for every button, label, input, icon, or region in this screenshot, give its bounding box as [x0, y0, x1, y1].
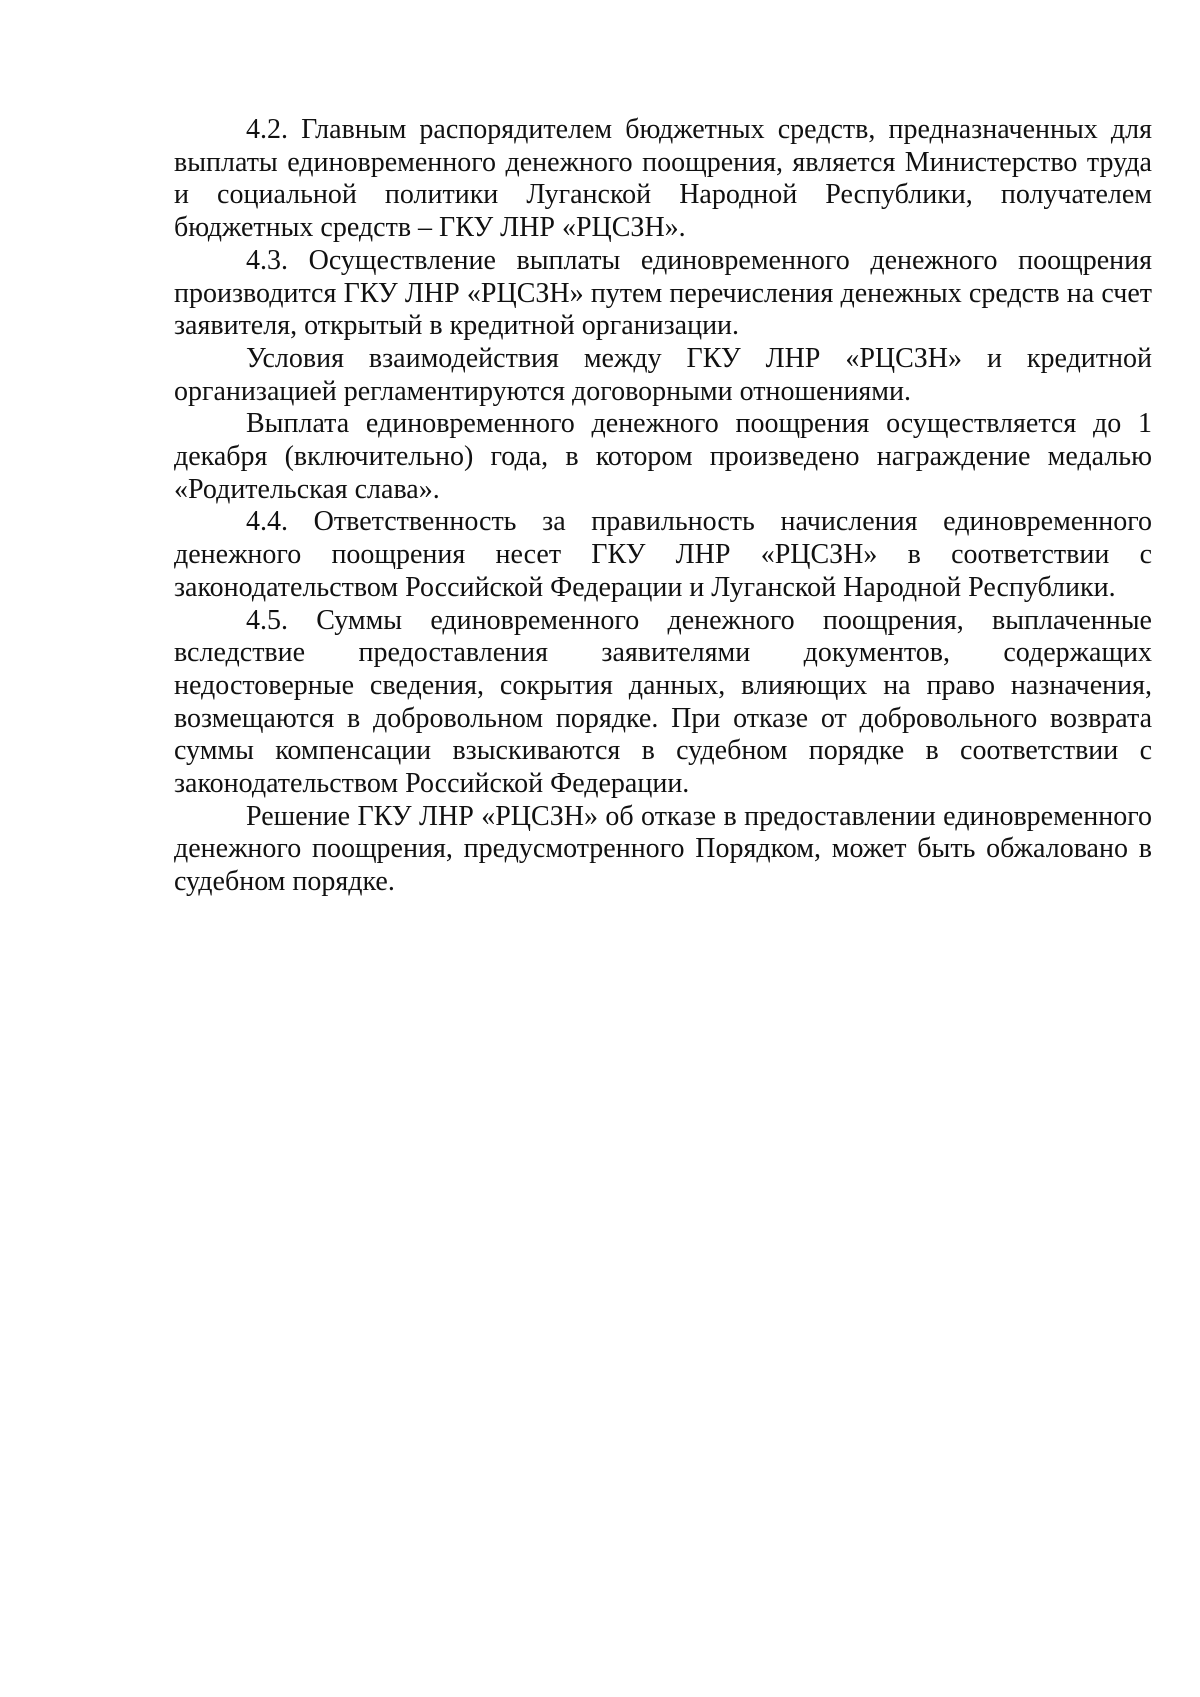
- paragraph-4-4: 4.4. Ответственность за правильность начисления единовременного денежного поощрения несет ГКУ ЛНР «РЦСЗН» в соответствии с законодательством Российской Федерации и Луганской Народной Республики.: [174, 506, 1152, 603]
- paragraph-4-3: 4.3. Осуществление выплаты единовременного денежного поощрения производится ГКУ ЛНР «РЦСЗН» путем перечисления денежных средств на счет заявителя, открытый в кредитной организации.: [174, 244, 1152, 342]
- paragraph-payment-deadline: Выплата единовременного денежного поощрения осуществляется до 1 декабря (включительно) года, в котором произведено награждение медалью «Родительская слава».: [174, 408, 1152, 505]
- document-page: [174, 114, 1152, 899]
- paragraph-4-2: 4.2. Главным распорядителем бюджетных средств, предназначенных для выплаты единовременного денежного поощрения, является Министерство труда и социальной политики Луганской Народной Республики, получателем бюджетных средств – ГКУ ЛНР «РЦСЗН».: [174, 114, 1152, 244]
- paragraph-interaction-conditions: Условия взаимодействия между ГКУ ЛНР «РЦСЗН» и кредитной организацией регламентируются договорными отношениями.: [174, 342, 1152, 407]
- paragraph-appeal: Решение ГКУ ЛНР «РЦСЗН» об отказе в предоставлении единовременного денежного поощрения, предусмотренного Порядком, может быть обжаловано в судебном порядке.: [174, 800, 1152, 898]
- paragraph-4-5: 4.5. Суммы единовременного денежного поощрения, выплаченные вследствие предоставления заявителями документов, содержащих недостоверные сведения, сокрытия данных, влияющих на право назначения, возмещаются в добровольном порядке. При отказе от добровольного возврата суммы компенсации взыскиваются в судебном порядке в соответствии с законодательством Российской Федерации.: [174, 604, 1152, 800]
